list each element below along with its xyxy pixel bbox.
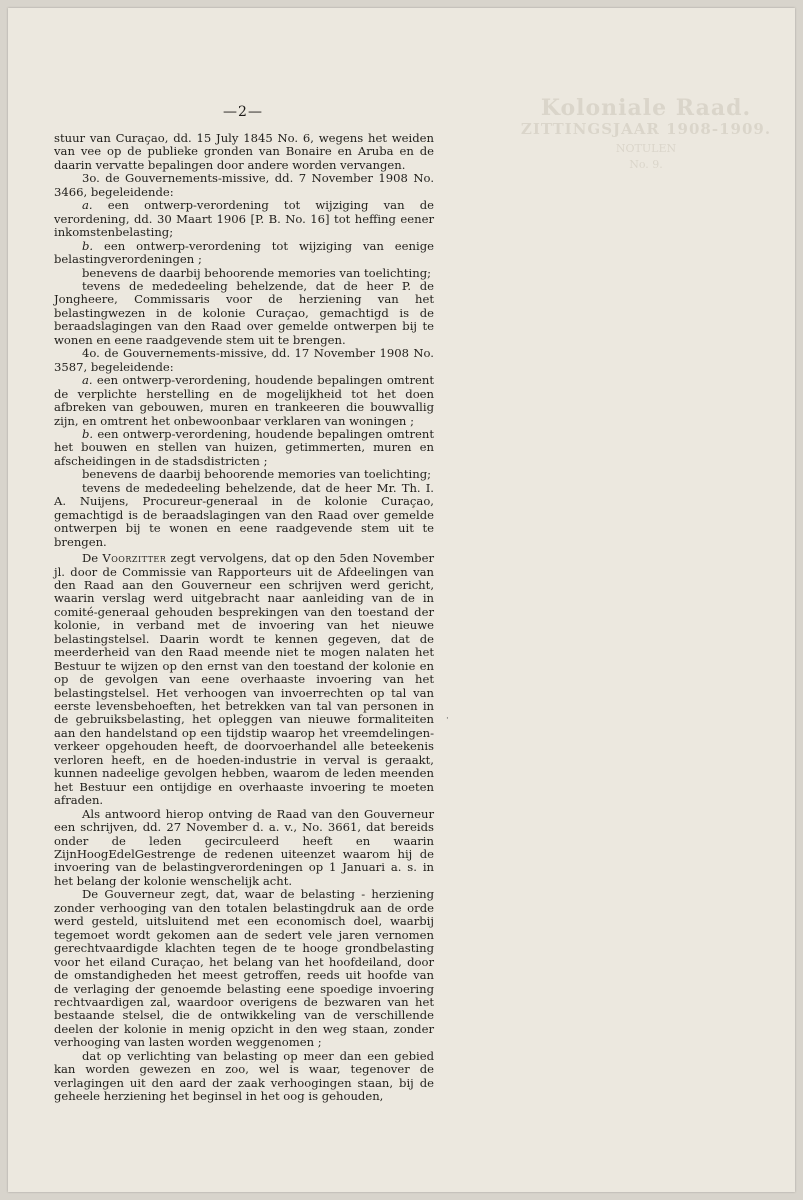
paragraph: 4o. de Gouvernements-missive, dd. 17 November 1908 No. 3587, begeleidende: bbox=[54, 346, 434, 374]
speaker-name: Voorzitter bbox=[102, 551, 167, 566]
paragraph: benevens de daarbij behoorende memories van toelichting; bbox=[82, 467, 432, 482]
item-letter: a. bbox=[82, 198, 93, 213]
document-page bbox=[8, 8, 795, 1192]
ghost-line-4: No. 9. bbox=[629, 158, 663, 172]
paragraph: tevens de mededeeling behelzende, dat de heer Mr. Th. I. A. Nuijens, Procureur-generaal in de kolonie Curaçao, gemachtigd is de beraadslagingen van den Raad over gemelde ontwerpen bij te wonen en eene raadgevende stem uit te brengen. bbox=[54, 480, 434, 549]
paragraph: Als antwoord hierop ontving de Raad van den Gouverneur een schrijven, dd. 27 November d. a. v., No. 3661, dat bereids onder de leden gecirculeerd heeft en waarin ZijnHoogEdelGestrenge de redenen uiteenzet waarom hij de invoering van de belastingverordeningen op 1 Januari a. s. in het belang der kolonie wenschelijk acht. bbox=[54, 806, 434, 888]
paragraph: benevens de daarbij behoorende memories van toelichting; bbox=[82, 265, 432, 280]
item-text: een ontwerp-verordening tot wijziging van de verordening, dd. 30 Maart 1906 [P. B. No. 16] tot heffing eener inkomstenbelasting; bbox=[54, 198, 434, 240]
item-text: een ontwerp-verordening tot wijziging van eenige belastingverordeningen ; bbox=[54, 238, 434, 267]
margin-dot: · bbox=[446, 714, 449, 724]
item-text: een ontwerp-verordening, houdende bepalingen omtrent de verplichte herstelling en de mogelijkheid tot het doen afbreken van gebouwen, muren en trankeeren die bouwvallig zijn, en omtrent het onbewoonbaar verklaren van woningen ; bbox=[54, 373, 434, 428]
item-letter: b. bbox=[82, 426, 94, 441]
list-item bbox=[54, 374, 434, 428]
bleed-through-header bbox=[506, 96, 786, 172]
paragraph: dat op verlichting van belasting op meer dan een gebied kan worden gewezen en zoo, wel is waar, tegenover de verlagingen uit den aard der zaak verhoogingen staan, bij de geheele herziening het beginsel in het oog is gehouden, bbox=[54, 1048, 434, 1104]
paragraph-text: zegt vervolgens, dat op den 5den November jl. door de Commissie van Rapporteurs uit de Afdeelingen van den Raad aan den Gouverneur een schrijven werd gericht, waarin verslag werd uitgebracht naar aanleiding van de in comité-generaal gehouden besprekingen van den toestand der kolonie, in verband met de invoering van het nieuwe belastingstelsel. Daarin wordt te kennen gegeven, dat de meerderheid van den Raad meende niet te mogen nalaten het Bestuur te wijzen op den ernst van den toestand der kolonie en op de gevolgen van eene overhaaste invoering van het belastingstelsel. Het verhoogen van invoerrechten op tal van eerste levensbehoeften, het betrekken van tal van personen in de gebruiksbelasting, het opleggen van nieuwe formaliteiten aan den handelstand op een tijdstip waarop het vreemdelingen-verkeer opgehouden heeft, de doorvoerhandel alle beteekenis verloren heeft, en de hoeden-industrie in verval is geraakt, kunnen nadeelige gevolgen hebben, waarom de leden meenden het Bestuur een ontijdige en overhaaste invoering te moeten afraden. bbox=[54, 551, 435, 808]
ghost-line-1: Koloniale Raad. bbox=[540, 95, 752, 121]
list-item bbox=[54, 199, 434, 239]
list-item bbox=[54, 428, 434, 468]
ghost-line-2: ZITTINGSJAAR 1908-1909. bbox=[520, 120, 772, 139]
paragraph: stuur van Curaçao, dd. 15 July 1845 No. 6, wegens het weiden van vee op de publieke gronden van Bonaire en Aruba en de daarin vervatte bepalingen door andere worden vervangen. bbox=[54, 131, 434, 172]
paragraph: De Gouverneur zegt, dat, waar de belasting - herziening zonder verhooging van den totalen belastingdruk aan de orde werd gesteld, uitsluitend met een economisch doel, waarbij tegemoet wordt gekomen aan de sedert vele jaren vernomen gerechtvaardigde klachten tegen de te hooge grondbelasting voor het eiland Curaçao, het belang van het hoofdeiland, door de omstandigheden het meest getroffen, reeds uit hoofde van de verlaging der genoemde belasting eene spoedige invoering rechtvaardigen zal, waardoor overigens de bezwaren van het bestaande stelsel, die de ontwikkeling van de verschillende deelen der kolonie in menig opzicht in den weg staan, zonder verhooging van lasten worden weggenomen ; bbox=[54, 887, 434, 1050]
ghost-line-3: NOTULEN bbox=[615, 141, 677, 155]
body-text bbox=[54, 132, 434, 1104]
item-letter: b. bbox=[82, 238, 94, 253]
item-letter: a. bbox=[82, 373, 93, 388]
lead-text: De bbox=[82, 551, 103, 566]
page-number: —2— bbox=[223, 104, 263, 120]
item-text: een ontwerp-verordening, houdende bepalingen omtrent het bouwen en stellen van huizen, getimmerten, muren en afscheidingen in de stadsdistricten ; bbox=[54, 426, 434, 468]
paragraph: tevens de mededeeling behelzende, dat de heer P. de Jongheere, Commissaris voor de herziening van het belastingwezen in de kolonie Curaçao, gemachtigd is de beraadslagingen van den Raad over gemelde ontwerpen bij te wonen en eene raadgevende stem uit te brengen. bbox=[54, 278, 434, 347]
list-item bbox=[54, 240, 434, 267]
paragraph: 3o. de Gouvernements-missive, dd. 7 November 1908 No. 3466, begeleidende: bbox=[54, 171, 434, 199]
paragraph bbox=[54, 552, 434, 808]
